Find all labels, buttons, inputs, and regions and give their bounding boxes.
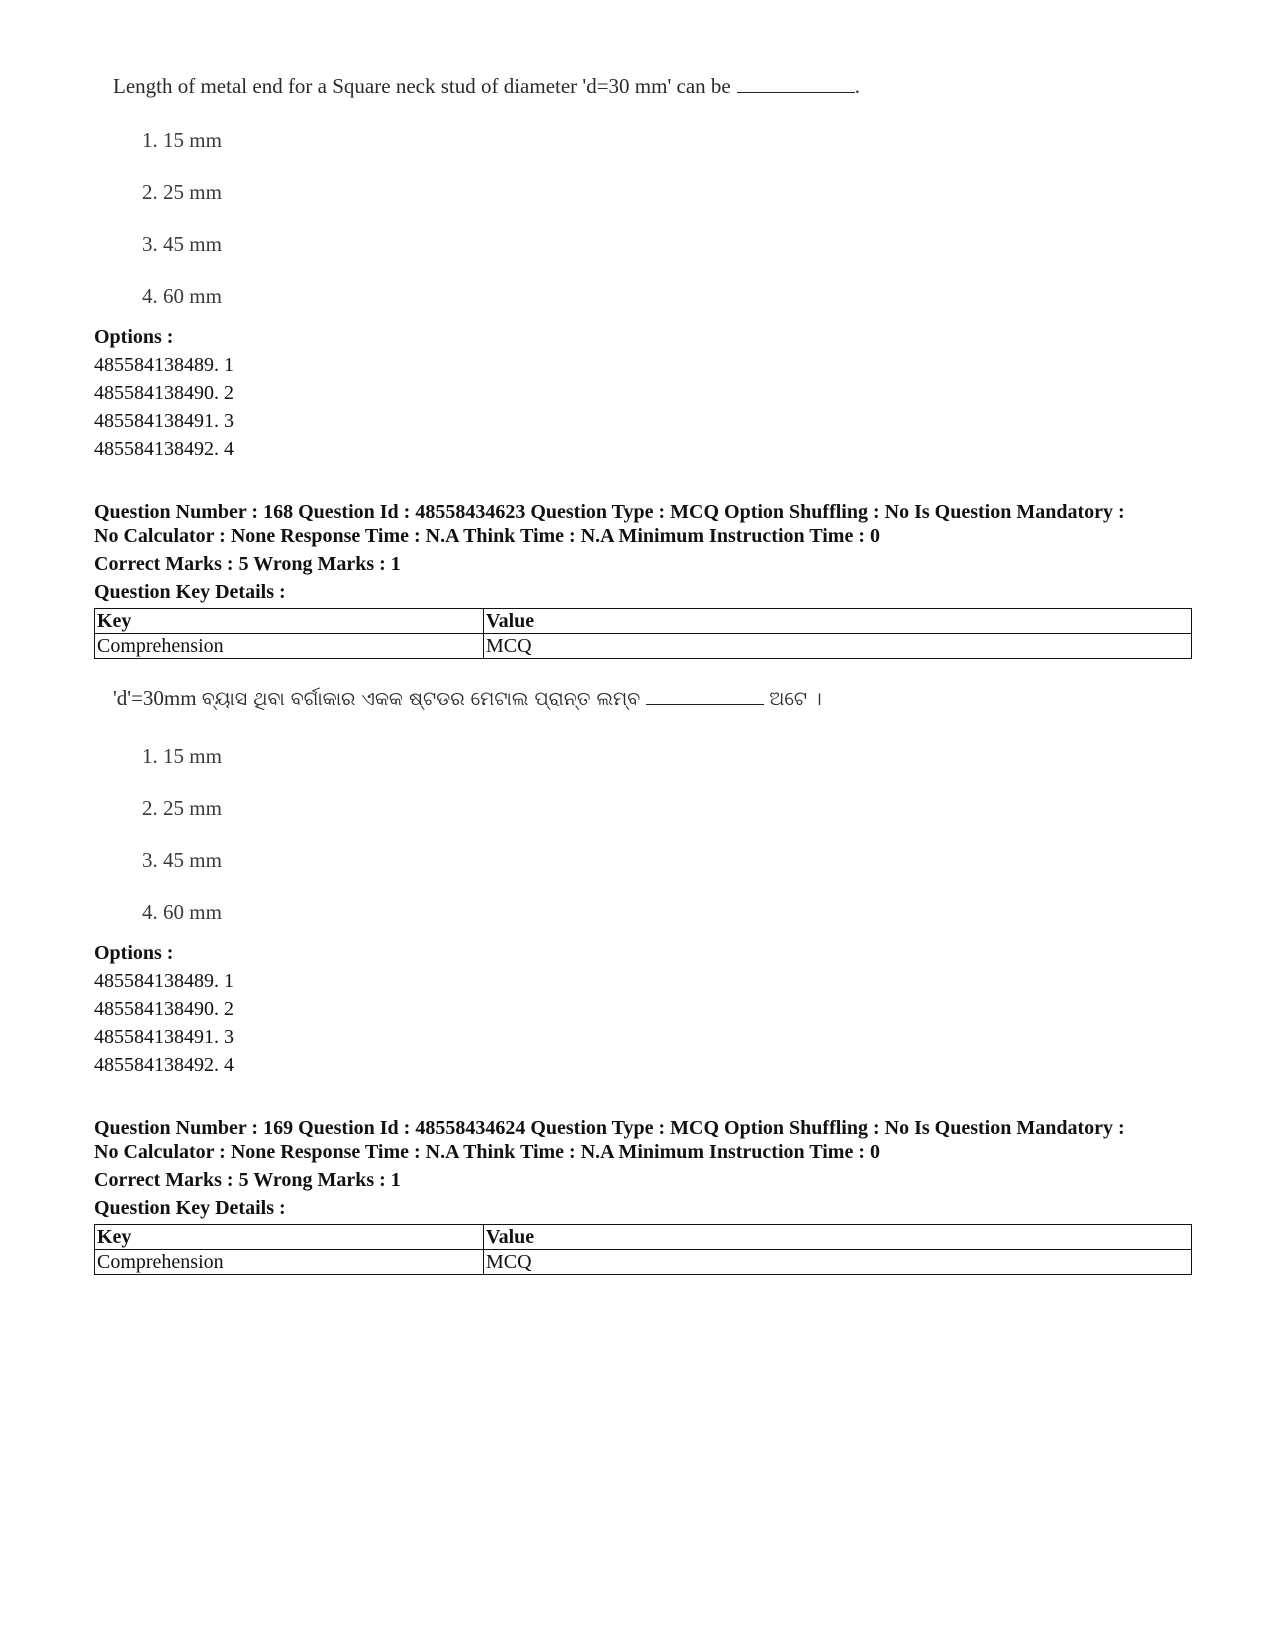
marks-line: Correct Marks : 5 Wrong Marks : 1 <box>94 1169 401 1191</box>
table-cell-key: Comprehension <box>95 634 484 659</box>
choice-item: 4. 60 mm <box>142 900 222 924</box>
choice-item: 2. 25 mm <box>142 180 222 204</box>
question-text-content: Length of metal end for a Square neck stud of diameter 'd=30 mm' can be <box>113 74 731 98</box>
question-meta-line1: Question Number : 169 Question Id : 48558434624 Question Type : MCQ Option Shuffling : No Is Question Mandatory : <box>94 1117 1125 1139</box>
question-meta-line1: Question Number : 168 Question Id : 48558434623 Question Type : MCQ Option Shuffling : No Is Question Mandatory : <box>94 501 1125 523</box>
choice-item: 3. 45 mm <box>142 848 222 872</box>
table-row <box>95 634 1192 659</box>
table-header-row <box>95 1225 1192 1250</box>
question-text-prefix: 'd'=30mm <box>113 686 197 710</box>
table-row <box>95 1250 1192 1275</box>
choice-item: 3. 45 mm <box>142 232 222 256</box>
choice-item: 4. 60 mm <box>142 284 222 308</box>
table-header-value: Value <box>484 1225 1192 1250</box>
answer-blank <box>646 686 764 705</box>
key-details-table <box>94 1224 1192 1275</box>
answer-blank <box>737 74 855 93</box>
table-header-key: Key <box>95 609 484 634</box>
table-cell-value: MCQ <box>484 634 1192 659</box>
option-id-line: 485584138490. 2 <box>94 382 234 404</box>
question-text-odia <box>113 686 822 711</box>
question-text <box>113 74 860 99</box>
marks-line: Correct Marks : 5 Wrong Marks : 1 <box>94 553 401 575</box>
question-text-end: . <box>854 74 860 98</box>
table-header-row <box>95 609 1192 634</box>
option-id-line: 485584138491. 3 <box>94 1026 234 1048</box>
choice-item: 2. 25 mm <box>142 796 222 820</box>
option-id-line: 485584138489. 1 <box>94 354 234 376</box>
question-meta <box>94 1116 1204 1164</box>
key-details-label: Question Key Details : <box>94 1197 286 1219</box>
option-id-line: 485584138491. 3 <box>94 410 234 432</box>
table-cell-value: MCQ <box>484 1250 1192 1275</box>
table-header-key: Key <box>95 1225 484 1250</box>
choice-item: 1. 15 mm <box>142 744 222 768</box>
table-header-value: Value <box>484 609 1192 634</box>
option-id-line: 485584138490. 2 <box>94 998 234 1020</box>
options-label: Options : <box>94 942 174 964</box>
question-text-suffix: ଅଟେ । <box>769 688 822 710</box>
key-details-table <box>94 608 1192 659</box>
question-meta <box>94 500 1204 548</box>
table-cell-key: Comprehension <box>95 1250 484 1275</box>
option-id-line: 485584138492. 4 <box>94 1054 234 1076</box>
question-meta-line2: No Calculator : None Response Time : N.A Think Time : N.A Minimum Instruction Time : 0 <box>94 1141 880 1163</box>
options-label: Options : <box>94 326 174 348</box>
choice-item: 1. 15 mm <box>142 128 222 152</box>
option-id-line: 485584138492. 4 <box>94 438 234 460</box>
question-text-body: ବ୍ୟାସ ଥିବା ବର୍ଗାକାର ଏକକ ଷ୍ଟଡର ମେଟାଲ ପ୍ରାନ୍ତ ଲମ୍ବ <box>201 688 641 710</box>
question-meta-line2: No Calculator : None Response Time : N.A Think Time : N.A Minimum Instruction Time : 0 <box>94 525 880 547</box>
key-details-label: Question Key Details : <box>94 581 286 603</box>
option-id-line: 485584138489. 1 <box>94 970 234 992</box>
